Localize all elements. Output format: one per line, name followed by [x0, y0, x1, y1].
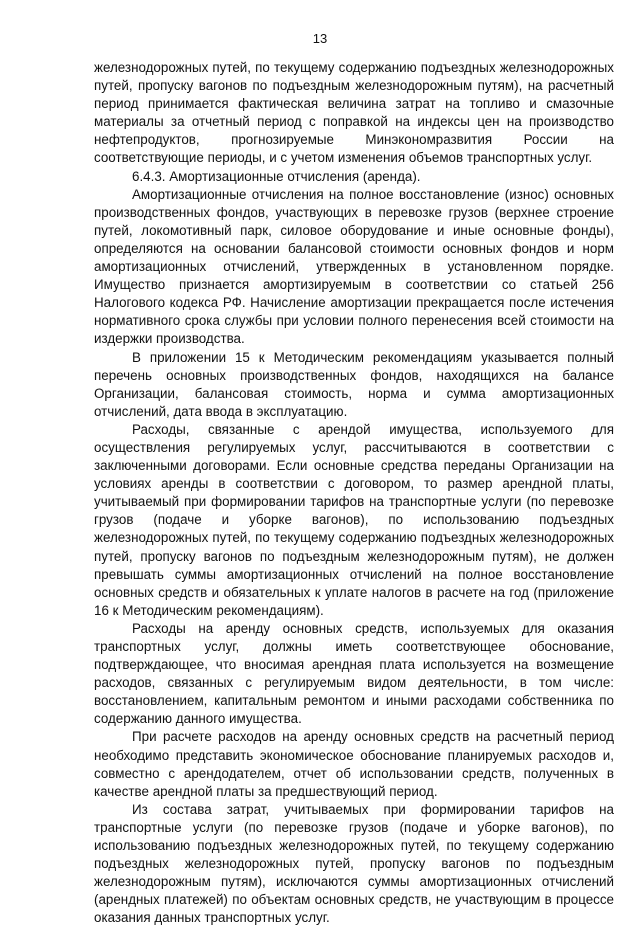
document-body [94, 59, 614, 928]
paragraph-depreciation: Амортизационные отчисления на полное восстановление (износ) основных производственных фондов, участвующих в перевозке грузов (верхнее строение путей, локомотивный парк, силовое оборудование и иные основные фонды), определяются на основании балансовой стоимости основных фондов и норм амортизационных отчислений, утвержденных в установленном порядке. Имущество признается амортизируемым в соответствии со статьей 256 Налогового кодекса РФ. Начисление амортизации прекращается после истечения нормативного срока службы при условии полного перенесения всей стоимости на издержки производства. [94, 186, 614, 347]
page-number: 13 [312, 31, 328, 46]
paragraph-continuation: железнодорожных путей, по текущему содержанию подъездных железнодорожных путей, пропуску вагонов по подъездным железнодорожным путям), на расчетный период принимается фактическая величина затрат на топливо и смазочные материалы за отчетный период с поправкой на индексы цен на производство нефтепродуктов, прогнозируемые Минэкономразвития России на соответствующие периоды, и с учетом изменения объемов транспортных услуг. [94, 60, 614, 166]
paragraph-lease-expenses: Расходы, связанные с арендой имущества, используемого для осуществления регулируемых услуг, рассчитываются в соответствии с заключенными договорами. Если основные средства переданы Организации на условиях аренды в соответствии с договором, то размер арендной платы, учитываемый при формировании тарифов на транспортные услуги (по перевозке грузов (подаче и уборке вагонов), по использованию подъездных железнодорожных путей, по текущему содержанию подъездных железнодорожных путей, пропуску вагонов по подъездным железнодорожным путям), не должен превышать суммы амортизационных отчислений на полное восстановление основных средств и обязательных к уплате налогов в расчете на год (приложение 16 к Методическим рекомендациям). [94, 421, 614, 618]
paragraph-excluded-costs: Из состава затрат, учитываемых при формировании тарифов на транспортные услуги (по перевозке грузов (подаче и уборке вагонов), по использованию подъездных железнодорожных путей, по текущему содержанию подъездных железнодорожных путей, пропуску вагонов по подъездным железнодорожным путям), исключаются суммы амортизационных отчислений (арендных платежей) по объектам основных средств, не участвующим в процессе оказания данных транспортных услуг. [94, 801, 614, 926]
paragraph-lease-justification: Расходы на аренду основных средств, используемых для оказания транспортных услуг, должны иметь соответствующее обоснование, подтверждающее, что вносимая арендная плата используется на возмещение расходов, связанных с регулируемым видом деятельности, в том числе: восстановлением, капитальным ремонтом и иными расходами собственника по содержанию данного имущества. [94, 620, 614, 727]
paragraph-appendix-15: В приложении 15 к Методическим рекомендациям указывается полный перечень основных производственных фондов, находящихся на балансе Организации, балансовая стоимость, норма и сумма амортизационных отчислений, дата ввода в эксплуатацию. [94, 349, 614, 419]
paragraph-lease-calculation: При расчете расходов на аренду основных средств на расчетный период необходимо представить экономическое обоснование планируемых расходов и, совместно с арендодателем, отчет об использовании средств, полученных в качестве арендной платы за предшествующий период. [94, 729, 614, 799]
section-heading-6-4-3: 6.4.3. Амортизационные отчисления (аренда). [132, 168, 421, 184]
